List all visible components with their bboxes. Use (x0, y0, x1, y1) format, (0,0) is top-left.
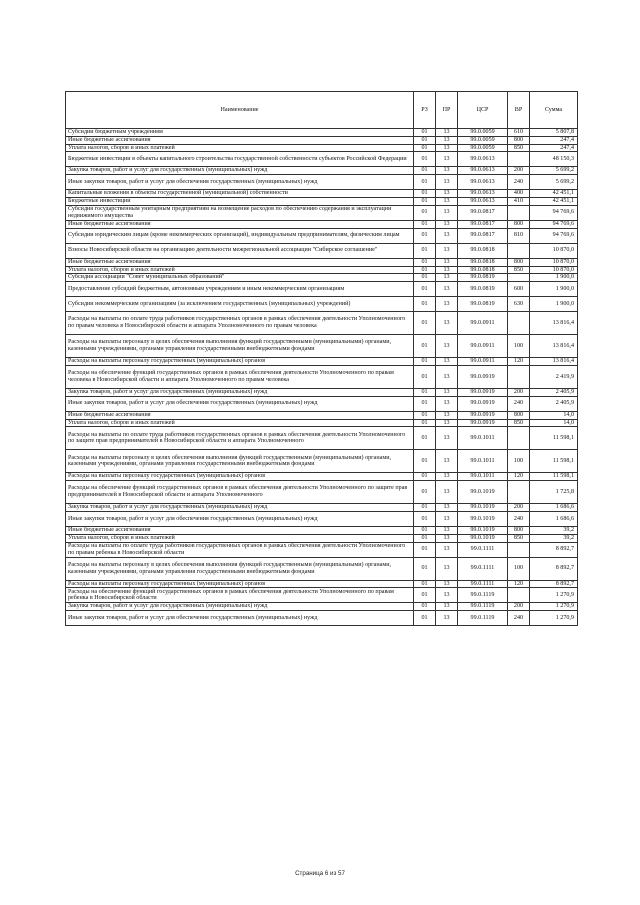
cell-name: Уплата налогов, сборов и иных платежей (66, 419, 414, 427)
cell-name: Уплата налогов, сборов и иных платежей (66, 534, 414, 542)
cell-pr: 13 (436, 152, 458, 167)
cell-csr: 99.0.1011 (458, 427, 508, 450)
cell-name: Расходы на выплаты персоналу государственных (муниципальных) органов (66, 473, 414, 481)
cell-rz: 01 (414, 198, 436, 206)
cell-rz: 01 (414, 274, 436, 282)
table-row (66, 411, 578, 419)
cell-sum: 48 150,3 (530, 152, 578, 167)
cell-pr: 13 (436, 588, 458, 603)
cell-pr: 13 (436, 419, 458, 427)
cell-vr: 200 (508, 603, 530, 611)
cell-sum: 10 870,0 (530, 243, 578, 258)
cell-vr: 100 (508, 450, 530, 473)
cell-pr: 13 (436, 542, 458, 557)
table-row (66, 427, 578, 450)
cell-csr: 99.0.1111 (458, 557, 508, 580)
cell-rz: 01 (414, 603, 436, 611)
cell-csr: 99.0.1019 (458, 534, 508, 542)
cell-rz: 01 (414, 611, 436, 626)
cell-rz: 01 (414, 504, 436, 512)
cell-name: Субсидии юридическим лицам (кроме некоммерческих организаций), индивидуальным предпринимателям, физическим лицам (66, 228, 414, 243)
cell-sum: 1 900,0 (530, 297, 578, 312)
cell-rz: 01 (414, 205, 436, 220)
cell-pr: 13 (436, 297, 458, 312)
cell-pr: 13 (436, 473, 458, 481)
cell-csr: 99.0.0919 (458, 365, 508, 388)
cell-rz: 01 (414, 557, 436, 580)
cell-rz: 01 (414, 144, 436, 152)
cell-rz: 01 (414, 527, 436, 535)
cell-name: Закупка товаров, работ и услуг для государственных (муниципальных) нужд (66, 388, 414, 396)
cell-vr: 100 (508, 335, 530, 358)
cell-sum: 39,2 (530, 534, 578, 542)
cell-pr: 13 (436, 228, 458, 243)
header-pr: ПР (436, 92, 458, 129)
cell-sum: 1 270,9 (530, 611, 578, 626)
cell-vr: 850 (508, 144, 530, 152)
table-row (66, 450, 578, 473)
table-row (66, 580, 578, 588)
cell-pr: 13 (436, 512, 458, 527)
cell-pr: 13 (436, 258, 458, 266)
table-row (66, 228, 578, 243)
cell-sum: 247,4 (530, 144, 578, 152)
cell-csr: 99.0.1011 (458, 450, 508, 473)
cell-sum: 10 870,0 (530, 266, 578, 274)
cell-vr: 800 (508, 411, 530, 419)
table-row (66, 527, 578, 535)
cell-csr: 99.0.0817 (458, 205, 508, 220)
cell-sum: 39,2 (530, 527, 578, 535)
cell-rz: 01 (414, 190, 436, 198)
cell-rz: 01 (414, 411, 436, 419)
cell-vr: 200 (508, 388, 530, 396)
cell-vr: 120 (508, 473, 530, 481)
cell-pr: 13 (436, 205, 458, 220)
page-number: Страница 6 из 57 (295, 870, 345, 877)
cell-pr: 13 (436, 603, 458, 611)
cell-name: Предоставление субсидий бюджетным, автономным учреждениям и иным некоммерческим организациям (66, 282, 414, 297)
cell-csr: 99.0.0613 (458, 175, 508, 190)
cell-name: Расходы на выплаты персоналу в целях обеспечения выполнения функций государственными (муниципальными) органами, казенными учреждениями, органами управления государственными внебюджетными фондами (66, 450, 414, 473)
table-row (66, 512, 578, 527)
cell-rz: 01 (414, 258, 436, 266)
cell-sum: 94 769,6 (530, 228, 578, 243)
table-row (66, 534, 578, 542)
table-row (66, 365, 578, 388)
cell-vr: 610 (508, 129, 530, 137)
cell-name: Закупка товаров, работ и услуг для государственных (муниципальных) нужд (66, 603, 414, 611)
cell-pr: 13 (436, 129, 458, 137)
table-body (66, 129, 578, 626)
cell-csr: 99.0.1111 (458, 580, 508, 588)
cell-csr: 99.0.0818 (458, 258, 508, 266)
cell-rz: 01 (414, 580, 436, 588)
cell-rz: 01 (414, 427, 436, 450)
cell-sum: 8 892,7 (530, 557, 578, 580)
cell-sum: 1 725,8 (530, 481, 578, 504)
header-csr: ЦСР (458, 92, 508, 129)
cell-pr: 13 (436, 534, 458, 542)
cell-sum: 2 405,9 (530, 396, 578, 411)
cell-vr (508, 542, 530, 557)
cell-name: Иные бюджетные ассигнования (66, 258, 414, 266)
cell-pr: 13 (436, 504, 458, 512)
table-row (66, 136, 578, 144)
cell-csr: 99.0.0059 (458, 136, 508, 144)
table-row (66, 129, 578, 137)
cell-vr (508, 152, 530, 167)
cell-name: Расходы на обеспечение функций государственных органов в рамках обеспечения деятельности Уполномоченного по защите прав предпринимателей в Новосибирской области и аппарата Уполномоченного (66, 481, 414, 504)
table-row (66, 266, 578, 274)
cell-vr: 850 (508, 534, 530, 542)
table-row (66, 190, 578, 198)
cell-name: Расходы на выплаты по оплате труда работников государственных органов в рамках обеспечения деятельности Уполномоченного по правам ребенка в Новосибирской области (66, 542, 414, 557)
cell-sum: 2 419,9 (530, 365, 578, 388)
cell-csr: 99.0.0818 (458, 266, 508, 274)
cell-csr: 99.0.0613 (458, 190, 508, 198)
cell-vr (508, 427, 530, 450)
table-row (66, 557, 578, 580)
cell-csr: 99.0.0817 (458, 228, 508, 243)
cell-sum: 5 699,2 (530, 175, 578, 190)
cell-vr: 200 (508, 167, 530, 175)
cell-pr: 13 (436, 266, 458, 274)
cell-rz: 01 (414, 335, 436, 358)
cell-name: Иные закупки товаров, работ и услуг для обеспечения государственных (муниципальных) нужд (66, 175, 414, 190)
cell-name: Расходы на выплаты персоналу в целях обеспечения выполнения функций государственными (муниципальными) органами, казенными учреждениями, органами управления государственными внебюджетными фондами (66, 335, 414, 358)
cell-name: Бюджетные инвестиции (66, 198, 414, 206)
cell-name: Иные бюджетные ассигнования (66, 527, 414, 535)
cell-sum: 1 900,0 (530, 282, 578, 297)
cell-pr: 13 (436, 365, 458, 388)
cell-pr: 13 (436, 527, 458, 535)
cell-name: Уплата налогов, сборов и иных платежей (66, 266, 414, 274)
cell-name: Капитальные вложения в объекты государственной (муниципальной) собственности (66, 190, 414, 198)
cell-rz: 01 (414, 220, 436, 228)
cell-csr: 99.0.0059 (458, 144, 508, 152)
cell-sum: 13 816,4 (530, 312, 578, 335)
cell-rz: 01 (414, 588, 436, 603)
cell-csr: 99.0.0919 (458, 411, 508, 419)
cell-vr (508, 243, 530, 258)
cell-csr: 99.0.0819 (458, 297, 508, 312)
cell-pr: 13 (436, 274, 458, 282)
cell-vr: 100 (508, 557, 530, 580)
cell-rz: 01 (414, 282, 436, 297)
cell-csr: 99.0.0613 (458, 152, 508, 167)
cell-name: Расходы на выплаты персоналу государственных (муниципальных) органов (66, 358, 414, 366)
cell-csr: 99.0.1011 (458, 473, 508, 481)
cell-csr: 99.0.1019 (458, 481, 508, 504)
cell-csr: 99.0.0911 (458, 312, 508, 335)
cell-pr: 13 (436, 312, 458, 335)
cell-csr: 99.0.0613 (458, 167, 508, 175)
cell-rz: 01 (414, 152, 436, 167)
cell-pr: 13 (436, 220, 458, 228)
cell-vr: 850 (508, 419, 530, 427)
cell-sum: 1 270,9 (530, 603, 578, 611)
cell-name: Субсидия ассоциации "Совет муниципальных образований" (66, 274, 414, 282)
cell-csr: 99.0.0919 (458, 419, 508, 427)
cell-rz: 01 (414, 136, 436, 144)
table-row (66, 243, 578, 258)
cell-pr: 13 (436, 175, 458, 190)
table-row (66, 481, 578, 504)
cell-rz: 01 (414, 312, 436, 335)
table-row (66, 205, 578, 220)
cell-pr: 13 (436, 136, 458, 144)
cell-pr: 13 (436, 557, 458, 580)
cell-rz: 01 (414, 365, 436, 388)
cell-rz: 01 (414, 419, 436, 427)
cell-sum: 94 769,6 (530, 205, 578, 220)
cell-sum: 247,4 (530, 136, 578, 144)
cell-vr: 240 (508, 175, 530, 190)
table-row (66, 396, 578, 411)
cell-sum: 11 598,1 (530, 450, 578, 473)
cell-pr: 13 (436, 450, 458, 473)
cell-sum: 8 892,7 (530, 580, 578, 588)
cell-sum: 2 405,9 (530, 388, 578, 396)
cell-csr: 99.0.1119 (458, 603, 508, 611)
table-row (66, 258, 578, 266)
cell-pr: 13 (436, 335, 458, 358)
cell-csr: 99.0.1119 (458, 611, 508, 626)
cell-csr: 99.0.0919 (458, 388, 508, 396)
cell-vr: 120 (508, 580, 530, 588)
cell-vr (508, 312, 530, 335)
table-row (66, 588, 578, 603)
cell-rz: 01 (414, 266, 436, 274)
cell-vr (508, 481, 530, 504)
cell-pr: 13 (436, 358, 458, 366)
cell-sum: 13 816,4 (530, 335, 578, 358)
cell-sum: 13 816,4 (530, 358, 578, 366)
cell-rz: 01 (414, 473, 436, 481)
cell-pr: 13 (436, 198, 458, 206)
cell-pr: 13 (436, 282, 458, 297)
cell-vr (508, 365, 530, 388)
cell-sum: 5 807,8 (530, 129, 578, 137)
cell-pr: 13 (436, 388, 458, 396)
cell-name: Иные закупки товаров, работ и услуг для обеспечения государственных (муниципальных) нужд (66, 611, 414, 626)
cell-rz: 01 (414, 175, 436, 190)
cell-name: Расходы на выплаты персоналу в целях обеспечения выполнения функций государственными (муниципальными) органами, казенными учреждениями, органами управления государственными внебюджетными фондами (66, 557, 414, 580)
cell-csr: 99.0.0819 (458, 274, 508, 282)
table-row (66, 388, 578, 396)
cell-pr: 13 (436, 243, 458, 258)
cell-name: Расходы на выплаты по оплате труда работников государственных органов в рамках обеспечения деятельности Уполномоченного по правам человека в Новосибирской области и аппарата Уполномоченного по правам человека (66, 312, 414, 335)
cell-sum: 42 451,1 (530, 198, 578, 206)
table-row (66, 144, 578, 152)
cell-vr (508, 205, 530, 220)
cell-csr: 99.0.0911 (458, 358, 508, 366)
cell-csr: 99.0.1019 (458, 527, 508, 535)
budget-table (65, 91, 578, 626)
cell-sum: 1 900,0 (530, 274, 578, 282)
cell-pr: 13 (436, 396, 458, 411)
cell-vr: 200 (508, 504, 530, 512)
header-vr: ВР (508, 92, 530, 129)
cell-pr: 13 (436, 190, 458, 198)
cell-csr: 99.0.1019 (458, 504, 508, 512)
cell-csr: 99.0.0817 (458, 220, 508, 228)
cell-sum: 10 870,0 (530, 258, 578, 266)
cell-name: Закупка товаров, работ и услуг для государственных (муниципальных) нужд (66, 167, 414, 175)
cell-vr (508, 588, 530, 603)
cell-pr: 13 (436, 144, 458, 152)
cell-pr: 13 (436, 580, 458, 588)
cell-rz: 01 (414, 512, 436, 527)
cell-sum: 14,0 (530, 419, 578, 427)
cell-vr: 600 (508, 282, 530, 297)
cell-csr: 99.0.1111 (458, 542, 508, 557)
cell-name: Иные закупки товаров, работ и услуг для обеспечения государственных (муниципальных) нужд (66, 512, 414, 527)
cell-rz: 01 (414, 396, 436, 411)
cell-csr: 99.0.1019 (458, 512, 508, 527)
table-row (66, 603, 578, 611)
cell-rz: 01 (414, 542, 436, 557)
cell-vr: 240 (508, 611, 530, 626)
table-row (66, 473, 578, 481)
cell-vr: 800 (508, 136, 530, 144)
table-row (66, 274, 578, 282)
cell-csr: 99.0.0613 (458, 198, 508, 206)
cell-sum: 1 686,6 (530, 504, 578, 512)
cell-rz: 01 (414, 129, 436, 137)
cell-name: Расходы на выплаты по оплате труда работников государственных органов в рамках обеспечения деятельности Уполномоченного по защите прав предпринимателей в Новосибирской области и аппарата Уполномоченного (66, 427, 414, 450)
table-row (66, 312, 578, 335)
cell-vr (508, 274, 530, 282)
cell-pr: 13 (436, 427, 458, 450)
table-row (66, 504, 578, 512)
cell-name: Уплата налогов, сборов и иных платежей (66, 144, 414, 152)
cell-pr: 13 (436, 411, 458, 419)
cell-name: Расходы на выплаты персоналу государственных (муниципальных) органов (66, 580, 414, 588)
cell-name: Иные бюджетные ассигнования (66, 411, 414, 419)
header-sum: Сумма (530, 92, 578, 129)
cell-vr: 850 (508, 266, 530, 274)
cell-name: Расходы на обеспечение функций государственных органов в рамках обеспечения деятельности Уполномоченного по правам человека в Новосибирской области и аппарата Уполномоченного по правам человека (66, 365, 414, 388)
table-row (66, 611, 578, 626)
cell-vr: 410 (508, 198, 530, 206)
cell-name: Иные закупки товаров, работ и услуг для обеспечения государственных (муниципальных) нужд (66, 396, 414, 411)
cell-name: Субсидии некоммерческим организациям (за исключением государственных (муниципальных) учреждений) (66, 297, 414, 312)
cell-csr: 99.0.1119 (458, 588, 508, 603)
cell-vr: 400 (508, 190, 530, 198)
cell-sum: 1 270,9 (530, 588, 578, 603)
table-row (66, 167, 578, 175)
cell-name: Бюджетные инвестиции в объекты капитального строительства государственной собственности субъектов Российской Федерации (66, 152, 414, 167)
cell-vr: 240 (508, 396, 530, 411)
cell-rz: 01 (414, 534, 436, 542)
cell-sum: 94 769,6 (530, 220, 578, 228)
cell-csr: 99.0.0819 (458, 282, 508, 297)
table-row (66, 358, 578, 366)
cell-name: Иные бюджетные ассигнования (66, 220, 414, 228)
cell-vr: 800 (508, 258, 530, 266)
cell-pr: 13 (436, 611, 458, 626)
table-row (66, 297, 578, 312)
cell-rz: 01 (414, 481, 436, 504)
cell-vr: 800 (508, 220, 530, 228)
cell-vr: 240 (508, 512, 530, 527)
cell-rz: 01 (414, 167, 436, 175)
cell-sum: 1 686,6 (530, 512, 578, 527)
cell-name: Субсидии бюджетным учреждениям (66, 129, 414, 137)
cell-csr: 99.0.0818 (458, 243, 508, 258)
cell-sum: 11 598,1 (530, 473, 578, 481)
cell-csr: 99.0.0919 (458, 396, 508, 411)
cell-vr: 800 (508, 527, 530, 535)
table-row (66, 282, 578, 297)
cell-vr: 810 (508, 228, 530, 243)
table-row (66, 198, 578, 206)
cell-sum: 11 598,1 (530, 427, 578, 450)
cell-rz: 01 (414, 450, 436, 473)
table-row (66, 220, 578, 228)
cell-name: Иные бюджетные ассигнования (66, 136, 414, 144)
cell-vr: 120 (508, 358, 530, 366)
cell-sum: 42 451,1 (530, 190, 578, 198)
table-row (66, 175, 578, 190)
cell-pr: 13 (436, 167, 458, 175)
cell-rz: 01 (414, 297, 436, 312)
cell-sum: 8 892,7 (530, 542, 578, 557)
header-name: Наименование (66, 92, 414, 129)
table-row (66, 419, 578, 427)
cell-csr: 99.0.0059 (458, 129, 508, 137)
table-row (66, 335, 578, 358)
cell-csr: 99.0.0911 (458, 335, 508, 358)
table-header-row (66, 92, 578, 129)
cell-rz: 01 (414, 388, 436, 396)
cell-name: Субсидия государственным унитарным предприятиям на возмещение расходов по обеспечению содержания и эксплуатации недвижимого имущества (66, 205, 414, 220)
cell-name: Закупка товаров, работ и услуг для государственных (муниципальных) нужд (66, 504, 414, 512)
cell-name: Расходы на обеспечение функций государственных органов в рамках обеспечения деятельности Уполномоченного по правам ребенка в Новосибирской области (66, 588, 414, 603)
cell-vr: 630 (508, 297, 530, 312)
cell-sum: 14,0 (530, 411, 578, 419)
cell-rz: 01 (414, 243, 436, 258)
cell-rz: 01 (414, 228, 436, 243)
header-rz: РЗ (414, 92, 436, 129)
cell-rz: 01 (414, 358, 436, 366)
table-row (66, 542, 578, 557)
cell-name: Взносы Новосибирской области на организацию деятельности межрегиональной ассоциации "Сибирское соглашение" (66, 243, 414, 258)
cell-sum: 5 699,2 (530, 167, 578, 175)
cell-pr: 13 (436, 481, 458, 504)
table-row (66, 152, 578, 167)
